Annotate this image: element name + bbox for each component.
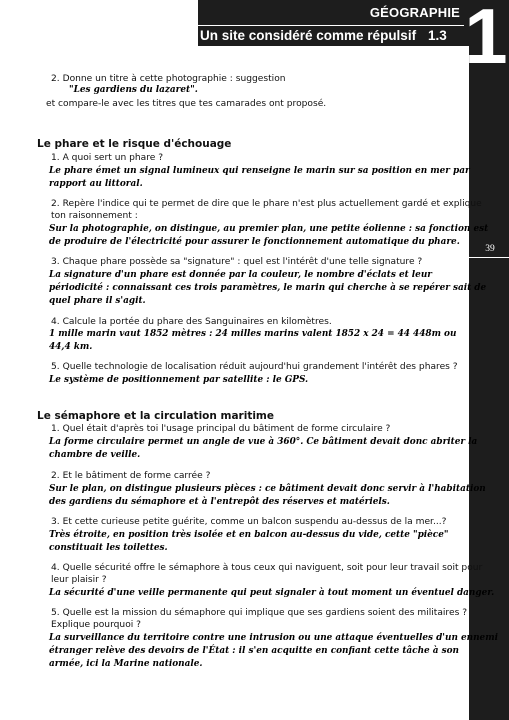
intro-question-text: et compare-le avec les titres que tes camarades ont proposé. bbox=[46, 99, 327, 109]
answer-text: périodicité : connaissant ces trois paramètres, le marin qui cherche à se repérer sait de bbox=[49, 283, 487, 293]
answer-text: rapport au littoral. bbox=[49, 179, 143, 189]
answer-text: armée, ici la Marine nationale. bbox=[49, 659, 203, 669]
answer-text: Sur la photographie, on distingue, au premier plan, une petite éolienne : sa fonction est bbox=[49, 224, 489, 234]
answer-text: 1 mille marin vaut 1852 mètres : 24 milles marins valent 1852 x 24 = 44 448m ou bbox=[49, 329, 457, 339]
question-text: 2. Repère l'indice qui te permet de dire que le phare n'est plus actuellement gardé et explique bbox=[51, 199, 482, 209]
section-number: 1.3 bbox=[428, 28, 447, 43]
question-text: 4. Calcule la portée du phare des Sanguinaires en kilomètres. bbox=[51, 317, 332, 327]
question-text: 4. Quelle sécurité offre le sémaphore à tous ceux qui naviguent, soit pour leur travail soit pour bbox=[51, 563, 483, 573]
question-text: Explique pourquoi ? bbox=[51, 620, 141, 630]
answer-text: La signature d'un phare est donnée par la couleur, le nombre d'éclats et leur bbox=[49, 270, 432, 280]
answer-text: de produire de l'électricité pour assurer le fonctionnement automatique du phare. bbox=[49, 237, 460, 247]
question-text: 1. A quoi sert un phare ? bbox=[51, 153, 164, 163]
question-text: ton raisonnement : bbox=[51, 211, 138, 221]
question-text: leur plaisir ? bbox=[51, 575, 107, 585]
answer-text: Le phare émet un signal lumineux qui renseigne le marin sur sa position en mer par bbox=[49, 166, 470, 176]
answer-text: Très étroite, en position très isolée et en balcon au-dessus du vide, cette "pièce" bbox=[49, 530, 449, 540]
question-text: 5. Quelle est la mission du sémaphore qui implique que ses gardiens soient des militaires ? bbox=[51, 608, 468, 618]
question-text: 5. Quelle technologie de localisation réduit aujourd'hui grandement l'intérêt des phares ? bbox=[51, 362, 458, 372]
intro-suggestion: "Les gardiens du lazaret". bbox=[69, 85, 198, 95]
answer-text: La surveillance du territoire contre une intrusion ou une attaque éventuelles d'un ennemi bbox=[49, 633, 498, 643]
question-text: 2. Et le bâtiment de forme carrée ? bbox=[51, 471, 211, 481]
question-text: 3. Et cette curieuse petite guérite, comme un balcon suspendu au-dessus de la mer...? bbox=[51, 517, 447, 527]
answer-text: quel phare il s'agit. bbox=[49, 296, 146, 306]
chapter-number: 1 bbox=[464, 0, 508, 80]
answer-text: des gardiens du sémaphore et à l'entrepôt des réserves et matériels. bbox=[49, 497, 390, 507]
answer-text: La forme circulaire permet un angle de vue à 360°. Ce bâtiment devait donc abriter la bbox=[49, 437, 478, 447]
answer-text: 44,4 km. bbox=[49, 342, 93, 352]
answer-text: constituait les toilettes. bbox=[49, 543, 168, 553]
page-number-rule bbox=[469, 257, 509, 258]
answer-text: Le système de positionnement par satellite : le GPS. bbox=[49, 375, 309, 385]
page-edge-band bbox=[469, 0, 509, 720]
section-heading-semaphore: Le sémaphore et la circulation maritime bbox=[37, 410, 274, 422]
answer-text: La sécurité d'une veille permanente qui peut signaler à tout moment un éventuel danger. bbox=[49, 588, 495, 598]
answer-text: étranger relève des devoirs de l'État : il s'en acquitte en confiant cette tâche à son bbox=[49, 646, 459, 656]
chapter-title: Un site considéré comme répulsif bbox=[200, 28, 417, 43]
question-text: 3. Chaque phare possède sa "signature" : quel est l'intérêt d'une telle signature ? bbox=[51, 257, 423, 267]
question-text: 1. Quel était d'après toi l'usage principal du bâtiment de forme circulaire ? bbox=[51, 424, 391, 434]
section-heading-phare: Le phare et le risque d'échouage bbox=[37, 138, 232, 150]
page-number: 39 bbox=[485, 244, 495, 254]
answer-text: Sur le plan, on distingue plusieurs pièces : ce bâtiment devait donc servir à l'habitation bbox=[49, 484, 486, 494]
subject-title: GÉOGRAPHIE bbox=[369, 5, 460, 20]
header-divider bbox=[198, 25, 464, 26]
answer-text: chambre de veille. bbox=[49, 450, 141, 460]
intro-question-text: 2. Donne un titre à cette photographie : suggestion bbox=[51, 74, 286, 84]
